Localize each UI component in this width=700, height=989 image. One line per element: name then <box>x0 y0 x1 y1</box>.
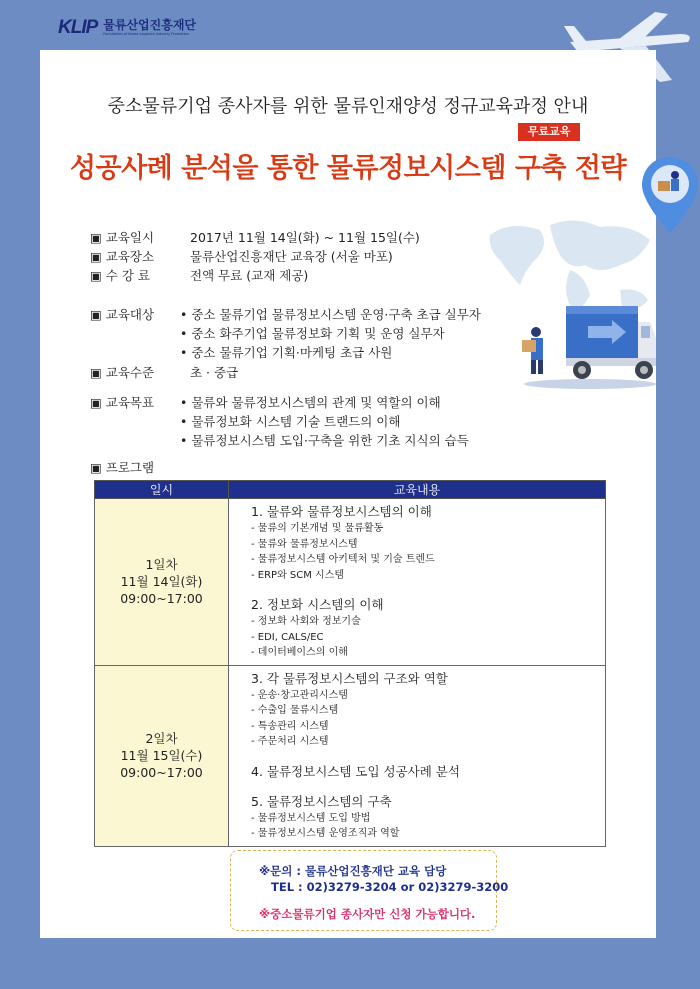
day2-content <box>229 665 606 846</box>
section-title: 2. 정보화 시스템의 이해 <box>251 597 384 612</box>
list-item: - ERP와 SCM 시스템 <box>251 569 345 581</box>
info-date-label: ▣ 교육일시 <box>90 230 155 245</box>
table-header-content: 교육내용 <box>229 481 606 499</box>
list-item: - 특송관리 시스템 <box>251 720 329 732</box>
list-item: - 물류와 물류정보시스템 <box>251 538 358 550</box>
list-item: - 물류의 기본개념 및 물류활동 <box>251 523 384 534</box>
info-place-value: 물류산업진흥재단 교육장 (서울 마포) <box>190 249 393 264</box>
section-title: 5. 물류정보시스템의 구축 <box>251 793 392 809</box>
logo-mark: KLIP <box>58 17 98 38</box>
contact-box <box>230 850 509 931</box>
day1-content <box>229 499 606 666</box>
table-row <box>95 665 606 846</box>
poster-sheet <box>40 50 656 938</box>
goals-list <box>180 393 469 450</box>
table-row <box>95 499 606 666</box>
level-label: ▣ 교육수준 <box>90 365 155 380</box>
list-item: - 수출입 물류시스템 <box>251 705 339 716</box>
logo-name: 물류산업진흥재단 <box>103 18 197 32</box>
day2-cell <box>95 665 229 846</box>
goal-item: • 물류정보화 시스템 기술 트랜드의 이해 <box>180 414 401 429</box>
goal-item: • 물류정보시스템 도입·구축을 위한 기초 지식의 습득 <box>180 433 469 448</box>
list-item: - 주문처리 시스템 <box>251 736 329 747</box>
goals-label: ▣ 교육목표 <box>90 395 155 410</box>
info-place-label: ▣ 교육장소 <box>90 249 155 264</box>
target-list <box>180 305 481 362</box>
target-label: ▣ 교육대상 <box>90 307 155 322</box>
day-number: 2일차 <box>145 731 178 746</box>
contact-inquiry: ※문의 : 물류산업진흥재단 교육 담당 <box>259 864 447 878</box>
list-item: - EDI, CALS/EC <box>251 631 324 643</box>
day-date: 11월 15일(수) <box>120 748 203 763</box>
day1-cell <box>95 499 229 666</box>
eligibility-notice: ※중소물류기업 종사자만 신청 가능합니다. <box>259 907 476 921</box>
program-label: ▣ 프로그램 <box>90 460 155 475</box>
day-time: 09:00~17:00 <box>120 765 203 780</box>
list-item: - 물류정보시스템 아키텍처 및 기술 트렌드 <box>251 554 435 565</box>
delivery-truck-illustration <box>520 300 656 390</box>
contact-phone: TEL : 02)3279-3204 or 02)3279-3200 <box>271 880 509 894</box>
list-item: - 물류정보시스템 운영조직과 역할 <box>251 828 400 839</box>
foundation-logo <box>58 18 196 38</box>
list-item: - 운송·창고관리시스템 <box>251 689 348 701</box>
info-fee-value: 전액 무료 (교재 제공) <box>190 268 309 283</box>
info-fee-label: ▣ 수 강 료 <box>90 268 150 283</box>
worker-with-box-illustration <box>531 327 541 337</box>
level-value: 초 · 중급 <box>190 365 239 380</box>
day-time: 09:00~17:00 <box>120 591 203 607</box>
section-title: 3. 각 물류정보시스템의 구조와 역할 <box>251 670 448 686</box>
poster-title: 성공사례 분석을 통한 물류정보시스템 구축 전략 <box>69 153 627 184</box>
list-item: - 물류정보시스템 도입 방법 <box>251 812 371 824</box>
free-course-badge: 무료교육 <box>518 123 580 141</box>
list-item: - 데이터베이스의 이해 <box>251 647 348 658</box>
target-item: • 중소 물류기업 물류정보시스템 운영·구축 초급 실무자 <box>180 307 481 322</box>
goal-item: • 물류와 물류정보시스템의 관계 및 역할의 이해 <box>180 395 441 410</box>
table-header-row <box>95 481 606 499</box>
list-item: - 정보화 사회와 정보기술 <box>251 616 361 627</box>
logo-subtitle: Foundation of Korea Logistics Industry Promotion <box>103 32 190 36</box>
section-title: 4. 물류정보시스템 도입 성공사례 분석 <box>251 763 460 779</box>
program-table <box>94 480 606 847</box>
info-date-value: 2017년 11월 14일(화) ~ 11월 15일(수) <box>190 230 420 245</box>
table-header-date: 일시 <box>95 481 229 499</box>
day-number: 1일차 <box>145 557 178 573</box>
target-item: • 중소 화주기업 물류정보화 기획 및 운영 실무자 <box>180 326 445 341</box>
target-item: • 중소 물류기업 기획·마케팅 초급 사원 <box>180 345 393 360</box>
day-date: 11월 14일(화) <box>120 574 203 590</box>
section-title: 1. 물류와 물류정보시스템의 이해 <box>251 504 432 519</box>
poster-subtitle: 중소물류기업 종사자를 위한 물류인재양성 정규교육과정 안내 <box>107 96 589 117</box>
